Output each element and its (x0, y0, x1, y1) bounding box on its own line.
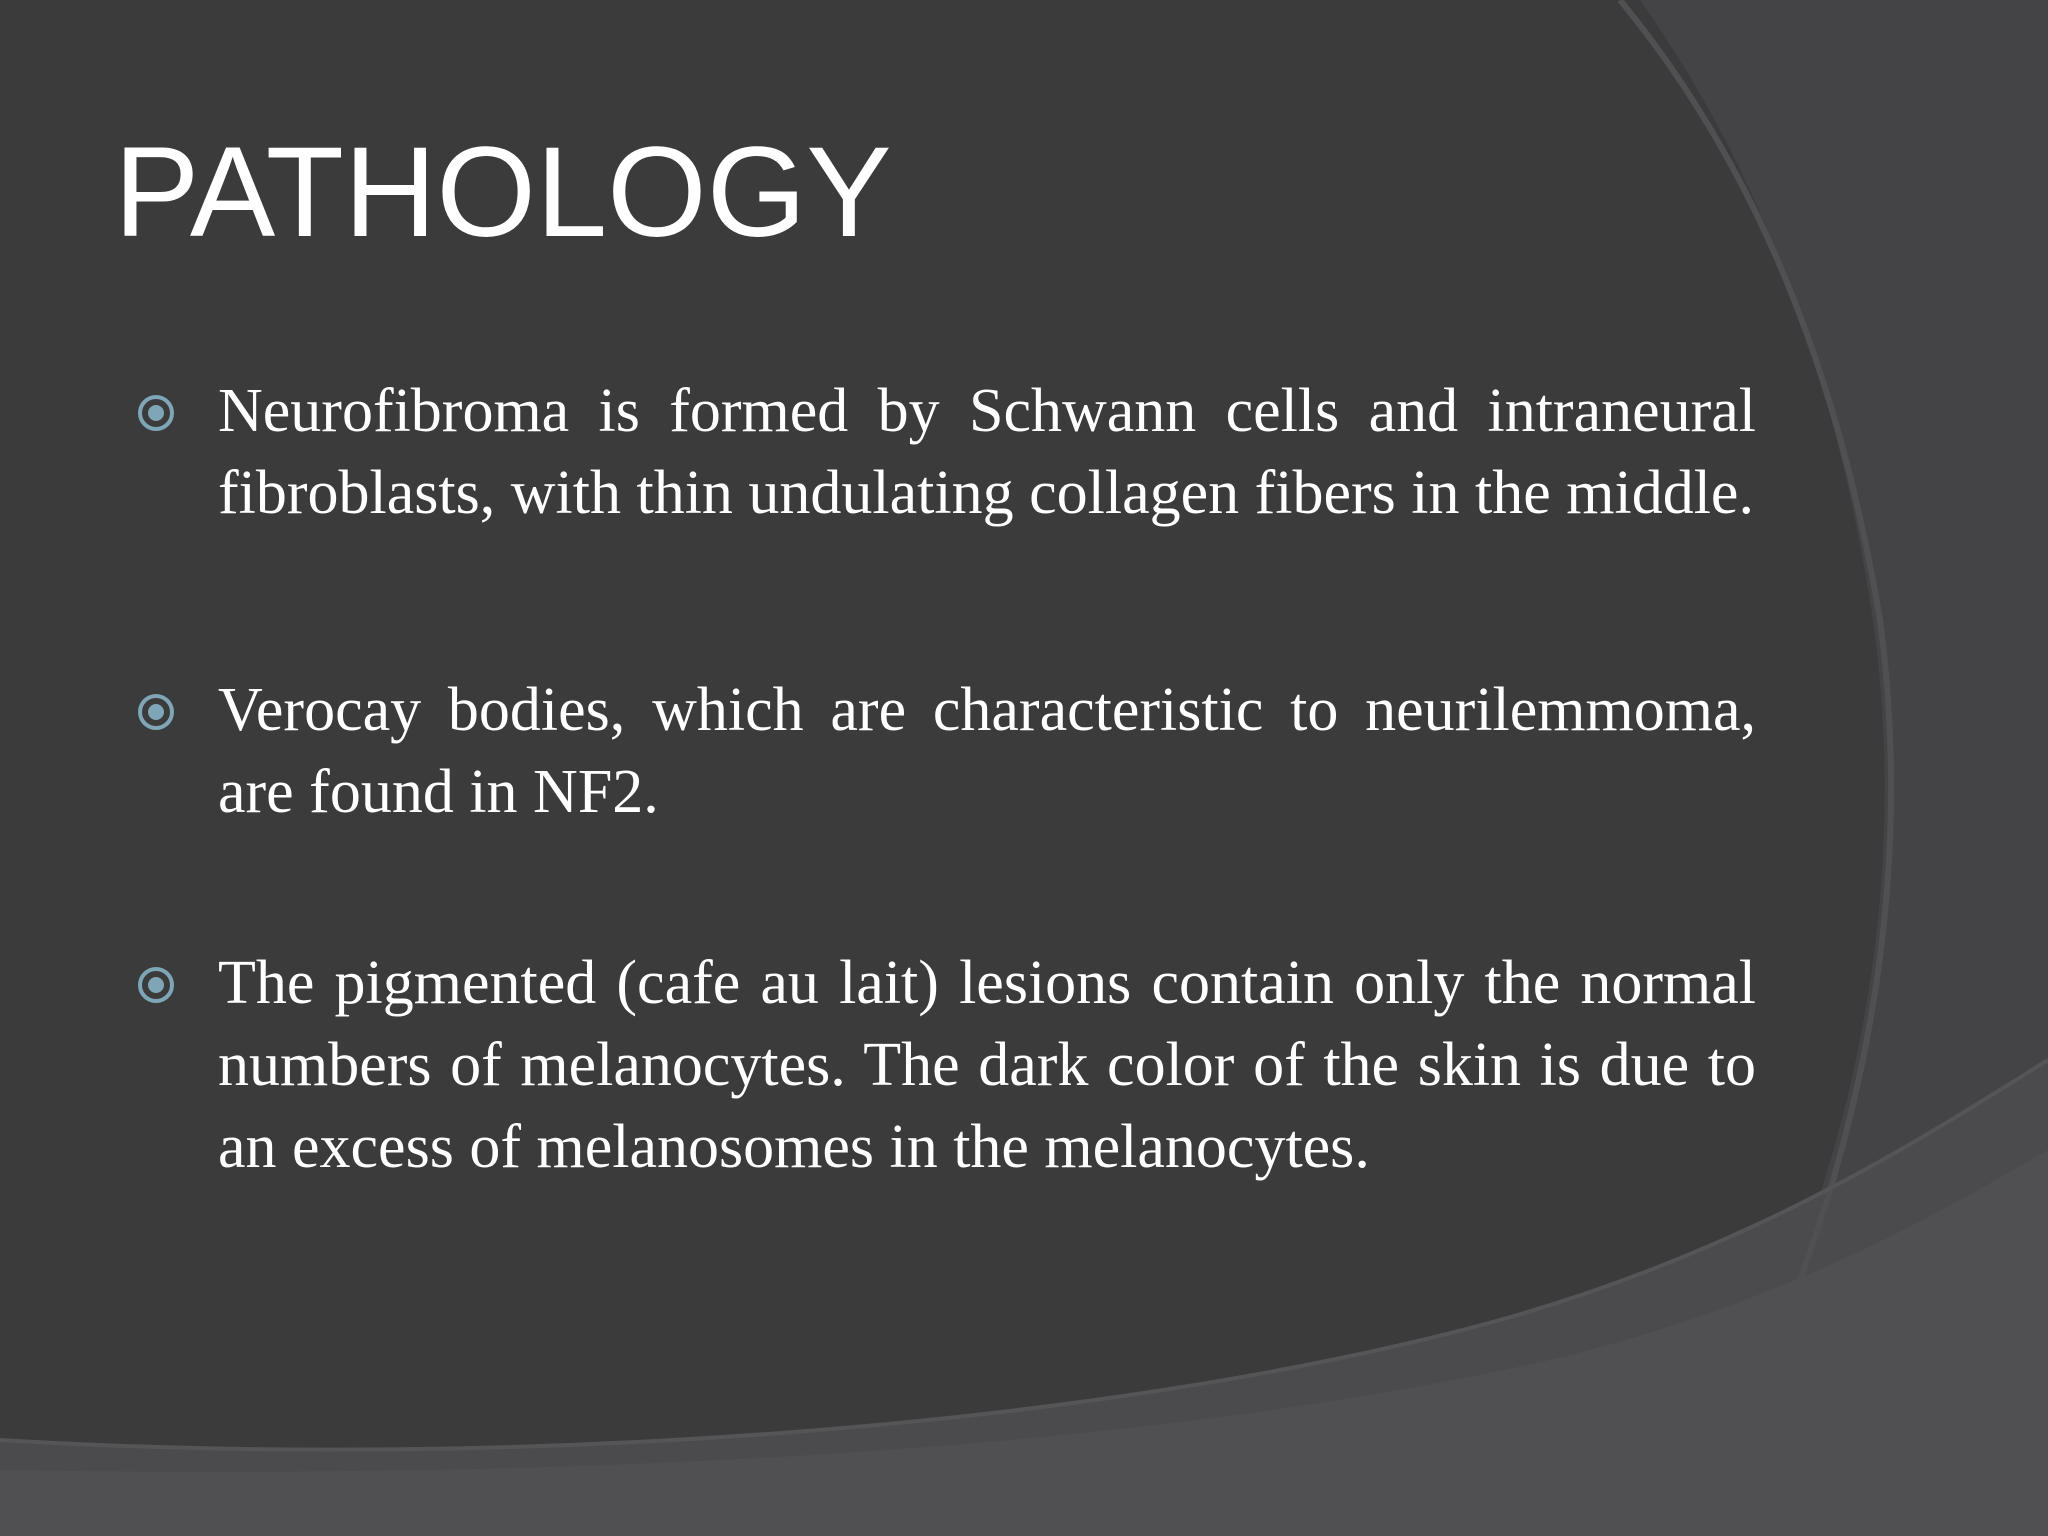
bullet-text: Neurofibroma is formed by Schwann cells and intraneural fibroblasts, with thin undulating collagen fibers in the middle. (218, 377, 1756, 527)
circle-dot-bullet-icon (136, 370, 218, 452)
bullet-text: Verocay bodies, which are characteristic to neurilemmoma, are found in NF2. (218, 676, 1756, 826)
circle-dot-bullet-icon (136, 669, 218, 751)
bullet-item (136, 669, 1756, 833)
circle-dot-bullet-icon (136, 942, 218, 1024)
bullet-text: The pigmented (cafe au lait) lesions contain only the normal numbers of melanocytes. The dark color of the skin is due to an excess of melanosomes in the melanocytes. (218, 949, 1756, 1181)
bullet-list (136, 370, 1756, 1188)
bullet-item (136, 942, 1756, 1188)
bullet-item (136, 370, 1756, 534)
slide-title: PATHOLOGY (114, 121, 892, 264)
